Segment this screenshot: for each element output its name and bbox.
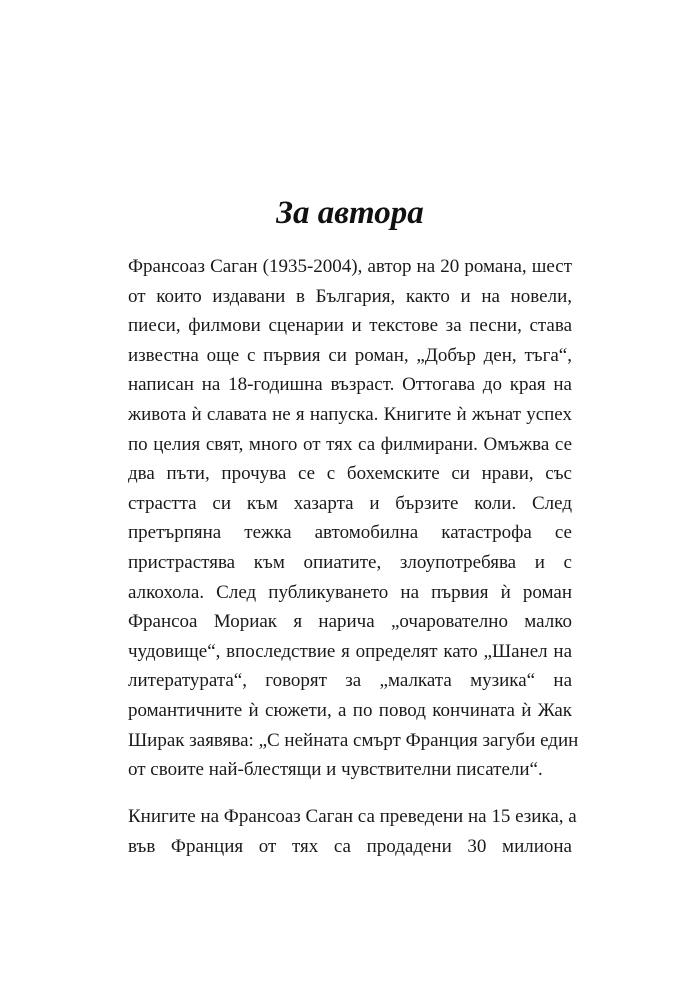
text-line: литературата“, говорят за „малката музика“ на bbox=[128, 670, 572, 692]
text-line: Франсоаз Саган (1935-2004), автор на 20 романа, шест bbox=[128, 256, 572, 277]
text-line: страстта си към хазарта и бързите коли. След bbox=[128, 492, 572, 514]
text-line: във Франция от тях са продадени 30 милиона bbox=[128, 835, 572, 857]
text-line: алкохола. След публикуването на първия ѝ роман bbox=[128, 581, 572, 603]
text-line: по целия свят, много от тях са филмирани. Омъжва се bbox=[128, 433, 572, 455]
body-paragraph-1 bbox=[128, 252, 579, 785]
page-title: За автора bbox=[276, 195, 424, 231]
text-line: романтичните ѝ сюжети, а по повод кончината ѝ Жак bbox=[128, 699, 572, 721]
text-line: известна още с първия си роман, „Добър ден, тъга“, bbox=[128, 344, 572, 366]
text-line: написан на 18-годишна възраст. Оттогава до края на bbox=[128, 374, 572, 396]
text-line: чудовище“, впоследствие я определят като „Шанел на bbox=[128, 640, 572, 662]
text-line: пиеси, филмови сценарии и текстове за песни, става bbox=[128, 315, 572, 337]
text-line: Ширак заявява: „С нейната смърт Франция загуби един bbox=[128, 729, 579, 751]
text-line: Франсоа Мориак я нарича „очарователно малко bbox=[128, 611, 572, 633]
text-line: два пъти, прочува се с бохемските си нрави, със bbox=[128, 463, 572, 485]
text-line: живота ѝ славата не я напуска. Книгите ѝ жънат успех bbox=[128, 403, 572, 425]
text-line: от своите най-блестящи и чувствителни писатели“. bbox=[128, 759, 543, 781]
text-line: претърпяна тежка автомобилна катастрофа се bbox=[128, 522, 572, 544]
text-line: от които издавани в България, както и на новели, bbox=[128, 285, 572, 307]
text-line: Книгите на Франсоаз Саган са преведени на 15 езика, а bbox=[128, 806, 577, 827]
text-line: пристрастява към опиатите, злоупотребява и с bbox=[128, 551, 572, 573]
body-paragraph-2 bbox=[128, 802, 577, 861]
